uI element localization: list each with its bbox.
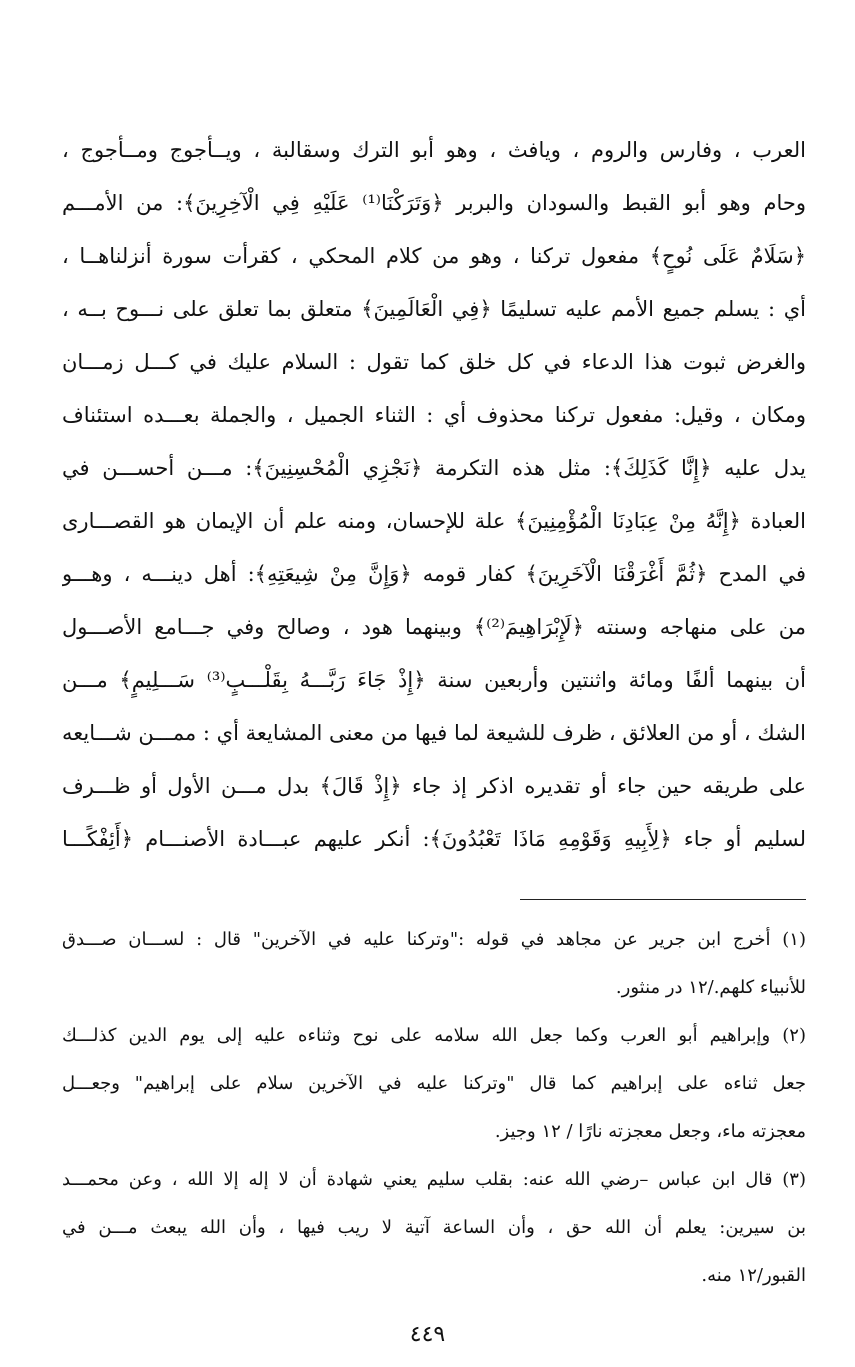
main-text-block bbox=[62, 124, 806, 866]
body-line: أي : يسلم جميع الأمم عليه تسليمًا ﴿فِي الْعَالَمِينَ﴾ متعلق بما تعلق على نـــوح بــه ، bbox=[62, 297, 806, 321]
body-line: أن بينهما ألفًا ومائة واثنتين وأربعين سنة ﴿إِذْ جَاءَ رَبَّـــهُ بِقَلْـــبٍ⁽³⁾ سَـــلِيمٍ﴾ مـــن bbox=[62, 668, 806, 692]
body-line: وحام وهو أبو القبط والسودان والبربر ﴿وَتَرَكْنَا⁽¹⁾ عَلَيْهِ فِي الْآخِرِينَ﴾: من الأمـــم bbox=[62, 191, 806, 215]
footnote-line: للأنبياء كلهم./١٢ در منثور. bbox=[615, 977, 806, 998]
body-line: الشك ، أو من العلائق ، ظرف للشيعة لما فيها من معنى المشايعة أي : ممـــن شـــايعه bbox=[62, 721, 806, 745]
footnote-line: (١) أخرج ابن جرير عن مجاهد في قوله :"وتركنا عليه في الآخرين" قال : لســـان صـــدق bbox=[62, 929, 806, 950]
body-line: من على منهاجه وسنته ﴿لَإِبْرَاهِيمَ⁽²⁾﴾ وبينهما هود ، وصالح وفي جـــامع الأصـــول bbox=[62, 615, 806, 639]
footnotes-block bbox=[62, 916, 806, 1300]
body-line: ﴿سَلَامٌ عَلَى نُوحٍ﴾ مفعول تركنا ، وهو من كلام المحكي ، كقرأت سورة أنزلناهــا ، bbox=[62, 244, 806, 268]
body-line: العبادة ﴿إِنَّهُ مِنْ عِبَادِنَا الْمُؤْمِنِينَ﴾ علة للإحسان، ومنه علم أن الإيمان هو القصـــارى bbox=[62, 509, 806, 533]
footnote-line: جعل ثناءه على إبراهيم كما قال "وتركنا عليه في الآخرين سلام على إبراهيم" وجعـــل bbox=[62, 1073, 806, 1094]
footnote-line: بن سيرين: يعلم أن الله حق ، وأن الساعة آتية لا ريب فيها ، وأن الله يبعث مـــن في bbox=[62, 1217, 806, 1238]
body-line: في المدح ﴿ثُمَّ أَغْرَقْنَا الْآخَرِينَ﴾ كفار قومه ﴿وَإِنَّ مِنْ شِيعَتِهِ﴾: أهل دينـــه ، وهـــو bbox=[62, 562, 806, 586]
footnote-divider bbox=[520, 899, 806, 900]
footnote-line: (٢) وإبراهيم أبو العرب وكما جعل الله سلامه على نوح وثناءه عليه إلى يوم الدين كذلـــك bbox=[62, 1025, 806, 1046]
footnote-line: (٣) قال ابن عباس –رضي الله عنه: بقلب سليم يعني شهادة أن لا إله إلا الله ، وعن محمـــد bbox=[62, 1169, 806, 1190]
body-line: ومكان ، وقيل: مفعول تركنا محذوف أي : الثناء الجميل ، والجملة بعـــده استئناف bbox=[62, 403, 806, 427]
body-line: العرب ، وفارس والروم ، ويافث ، وهو أبو الترك وسقالبة ، ويــأجوج ومــأجوج ، bbox=[62, 138, 806, 162]
body-line: يدل عليه ﴿إِنَّا كَذَلِكَ﴾: مثل هذه التكرمة ﴿نَجْزِي الْمُحْسِنِينَ﴾: مـــن أحســـن في bbox=[62, 456, 806, 480]
body-line: على طريقه حين جاء أو تقديره اذكر إذ جاء ﴿إِذْ قَالَ﴾ بدل مـــن الأول أو ظـــرف bbox=[62, 774, 806, 798]
body-line: والغرض ثبوت هذا الدعاء في كل خلق كما تقول : السلام عليك في كـــل زمـــان bbox=[62, 350, 806, 374]
page-number: ٤٤٩ bbox=[409, 1322, 446, 1347]
body-line: لسليم أو جاء ﴿لِأَبِيهِ وَقَوْمِهِ مَاذَا تَعْبُدُونَ﴾: أنكر عليهم عبـــادة الأصنـــام ﴿أَئِفْكًـــا bbox=[62, 827, 806, 851]
footnote-line: معجزته ماء، وجعل معجزته نارًا / ١٢ وجيز. bbox=[494, 1121, 806, 1142]
footnote-line: القبور/١٢ منه. bbox=[701, 1265, 806, 1286]
